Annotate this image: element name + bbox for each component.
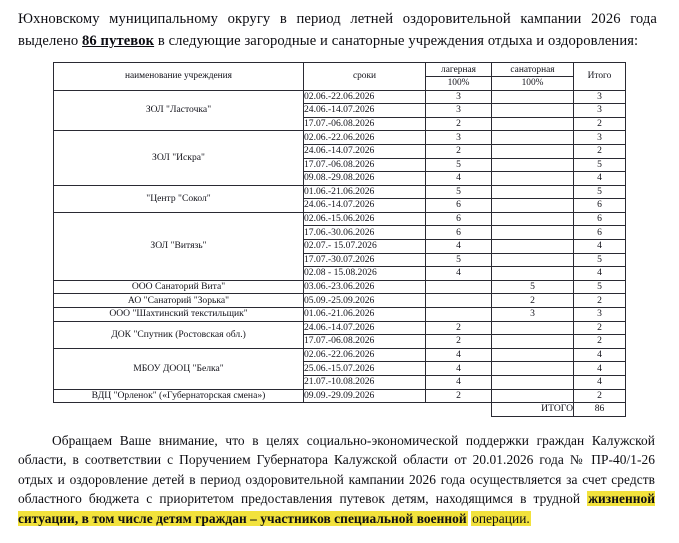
row-sanatorium — [492, 226, 574, 240]
row-total: 4 — [574, 267, 626, 281]
row-sanatorium: 5 — [492, 280, 574, 294]
row-total: 4 — [574, 240, 626, 254]
row-total: 2 — [574, 144, 626, 158]
row-dates: 21.07.-10.08.2026 — [304, 376, 426, 390]
row-dates: 24.06.-14.07.2026 — [304, 199, 426, 213]
institution-name: МБОУ ДООЦ "Белка" — [54, 348, 304, 389]
row-total: 3 — [574, 90, 626, 104]
row-dates: 17.07.-06.08.2026 — [304, 158, 426, 172]
intro-text-part2: в следующие загородные и санаторные учреждения отдыха и оздоровления: — [154, 33, 639, 50]
header-cell-total: Итого — [574, 63, 626, 90]
row-camp — [426, 308, 492, 322]
row-dates: 09.09.-29.09.2026 — [304, 389, 426, 403]
row-total: 4 — [574, 348, 626, 362]
row-dates: 02.08 - 15.08.2026 — [304, 267, 426, 281]
row-sanatorium — [492, 253, 574, 267]
row-sanatorium — [492, 185, 574, 199]
row-camp: 4 — [426, 348, 492, 362]
table-row — [54, 280, 626, 294]
row-camp: 5 — [426, 185, 492, 199]
row-camp: 2 — [426, 144, 492, 158]
row-camp: 3 — [426, 131, 492, 145]
row-camp: 6 — [426, 226, 492, 240]
row-camp: 6 — [426, 199, 492, 213]
row-sanatorium — [492, 199, 574, 213]
header-cell-sanatorium: санаторная — [492, 63, 574, 77]
row-total: 2 — [574, 389, 626, 403]
row-camp: 3 — [426, 104, 492, 118]
table-header-row — [54, 63, 626, 77]
table-row — [54, 294, 626, 308]
row-sanatorium — [492, 131, 574, 145]
subheader-camp-percent: 100% — [426, 76, 492, 90]
institution-name: ООО "Шахтинский текстильщик" — [54, 308, 304, 322]
row-camp: 4 — [426, 376, 492, 390]
table-row — [54, 212, 626, 226]
row-total: 3 — [574, 131, 626, 145]
row-sanatorium — [492, 172, 574, 186]
row-camp: 4 — [426, 267, 492, 281]
row-camp: 5 — [426, 158, 492, 172]
row-total: 5 — [574, 253, 626, 267]
row-dates: 17.07.-06.08.2026 — [304, 335, 426, 349]
row-sanatorium — [492, 90, 574, 104]
row-dates: 02.06.-22.06.2026 — [304, 348, 426, 362]
row-dates: 24.06.-14.07.2026 — [304, 104, 426, 118]
table-row — [54, 131, 626, 145]
institution-name: ЗОЛ "Искра" — [54, 131, 304, 185]
row-sanatorium — [492, 348, 574, 362]
row-camp — [426, 294, 492, 308]
row-sanatorium: 2 — [492, 294, 574, 308]
table-row — [54, 389, 626, 403]
row-total: 4 — [574, 376, 626, 390]
row-dates: 02.06.-22.06.2026 — [304, 90, 426, 104]
total-label: ИТОГО — [492, 403, 574, 417]
row-total: 2 — [574, 335, 626, 349]
institution-name: ЗОЛ "Витязь" — [54, 212, 304, 280]
table-row — [54, 90, 626, 104]
subheader-sanatorium-percent: 100% — [492, 76, 574, 90]
row-total: 2 — [574, 294, 626, 308]
row-dates: 05.09.-25.09.2026 — [304, 294, 426, 308]
closing-line-4: оздоровительной кампании 2026 года осуществляется за счет средств областного — [18, 471, 655, 507]
header-cell-dates: сроки — [304, 63, 426, 90]
row-total: 4 — [574, 172, 626, 186]
row-camp: 4 — [426, 172, 492, 186]
intro-highlight-count: 86 путевок — [82, 33, 155, 50]
table-row — [54, 348, 626, 362]
total-value: 86 — [574, 403, 626, 417]
row-dates: 01.06.-21.06.2026 — [304, 308, 426, 322]
table-row — [54, 308, 626, 322]
closing-line-1: Обращаем Ваше внимание, что в целях социально-экономической поддержки — [52, 432, 529, 448]
row-total: 5 — [574, 185, 626, 199]
row-camp: 2 — [426, 321, 492, 335]
row-dates: 24.06.-14.07.2026 — [304, 144, 426, 158]
closing-line-5: бюджета с приоритетом предоставления путевок детям, находящимся в трудной — [88, 491, 581, 507]
row-sanatorium — [492, 117, 574, 131]
row-dates: 03.06.-23.06.2026 — [304, 280, 426, 294]
allocation-table — [53, 62, 626, 416]
row-dates: 09.08.-29.08.2026 — [304, 172, 426, 186]
row-total: 6 — [574, 199, 626, 213]
row-camp: 3 — [426, 90, 492, 104]
institution-name: ЗОЛ "Ласточка" — [54, 90, 304, 131]
row-sanatorium — [492, 144, 574, 158]
row-total: 2 — [574, 117, 626, 131]
row-sanatorium — [492, 104, 574, 118]
row-total: 3 — [574, 104, 626, 118]
closing-line-2: граждан Калужской области, в соответствии с Поручением Губернатора Калужской — [18, 432, 655, 468]
row-sanatorium — [492, 158, 574, 172]
row-dates: 25.06.-15.07.2026 — [304, 362, 426, 376]
row-camp: 6 — [426, 212, 492, 226]
table-total-row — [54, 403, 626, 417]
row-camp: 2 — [426, 389, 492, 403]
row-sanatorium — [492, 376, 574, 390]
institution-name: ВДЦ "Орленок" («Губернаторская смена») — [54, 389, 304, 403]
row-total: 2 — [574, 321, 626, 335]
row-sanatorium — [492, 389, 574, 403]
row-camp — [426, 280, 492, 294]
closing-paragraph — [18, 431, 655, 528]
row-total: 4 — [574, 362, 626, 376]
row-dates: 02.06.-22.06.2026 — [304, 131, 426, 145]
row-total: 5 — [574, 280, 626, 294]
row-sanatorium — [492, 267, 574, 281]
closing-line-6-highlighted: жизненной ситуации, в том числе детям граждан – участников специальной военной — [18, 491, 655, 526]
row-dates: 17.06.-30.06.2026 — [304, 226, 426, 240]
row-camp: 4 — [426, 240, 492, 254]
row-total: 6 — [574, 226, 626, 240]
row-total: 5 — [574, 158, 626, 172]
row-camp: 2 — [426, 117, 492, 131]
row-camp: 4 — [426, 362, 492, 376]
row-camp: 2 — [426, 335, 492, 349]
closing-line-7-highlighted: операции. — [472, 510, 530, 526]
row-dates: 24.06.-14.07.2026 — [304, 321, 426, 335]
institution-name: ООО Санаторий Вита" — [54, 280, 304, 294]
institution-name: "Центр "Сокол" — [54, 185, 304, 212]
table-row — [54, 321, 626, 335]
table-row — [54, 185, 626, 199]
row-total: 3 — [574, 308, 626, 322]
row-sanatorium — [492, 362, 574, 376]
row-sanatorium: 3 — [492, 308, 574, 322]
row-dates: 02.07.- 15.07.2026 — [304, 240, 426, 254]
header-cell-name: наименование учреждения — [54, 63, 304, 90]
institution-name: АО "Санаторий "Зорька" — [54, 294, 304, 308]
row-dates: 01.06.-21.06.2026 — [304, 185, 426, 199]
row-camp: 5 — [426, 253, 492, 267]
row-sanatorium — [492, 321, 574, 335]
closing-line-3: области от 20.01.2026 года № ПР-40/1-26 отдых и оздоровление детей в период — [18, 452, 656, 487]
header-cell-camp: лагерная — [426, 63, 492, 77]
row-total: 6 — [574, 212, 626, 226]
row-sanatorium — [492, 240, 574, 254]
row-dates: 02.06.-15.06.2026 — [304, 212, 426, 226]
row-dates: 17.07.-30.07.2026 — [304, 253, 426, 267]
intro-text-part1: Юхновскому муниципальному округу в период летней оздоровительной кампании 2026 года выделено — [18, 11, 657, 50]
row-dates: 17.07.-06.08.2026 — [304, 117, 426, 131]
intro-paragraph — [18, 8, 657, 52]
row-sanatorium — [492, 335, 574, 349]
institution-name: ДОК "Спутник (Ростовская обл.) — [54, 321, 304, 348]
row-sanatorium — [492, 212, 574, 226]
